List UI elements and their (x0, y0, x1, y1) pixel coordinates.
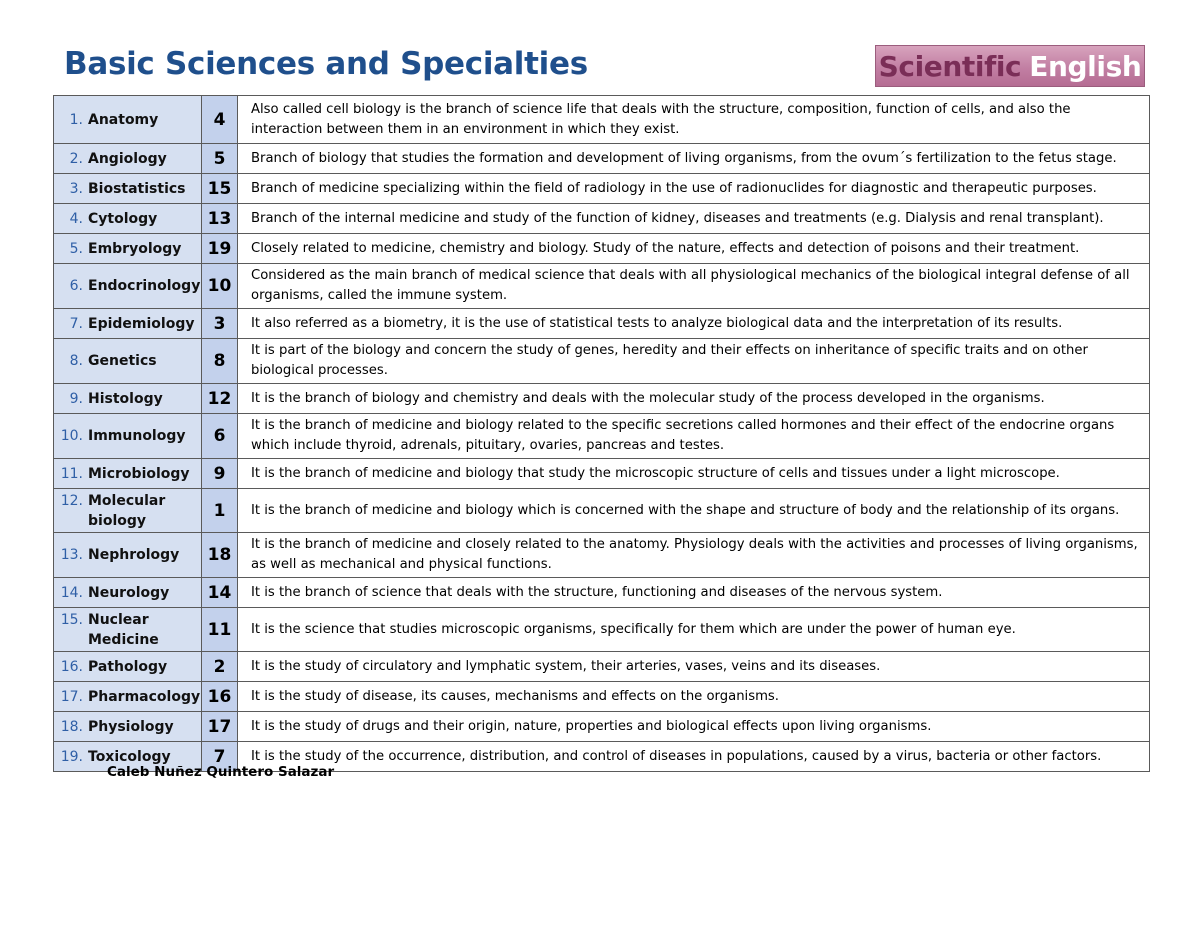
specialty-cell (54, 204, 202, 234)
specialty-name: Cytology (88, 210, 158, 227)
specialty-cell (54, 712, 202, 742)
match-number-cell: 2 (202, 652, 238, 682)
page-title: Basic Sciences and Specialties (64, 46, 588, 82)
table-row (54, 234, 1150, 264)
table-row (54, 339, 1150, 384)
specialty-name: Nephrology (88, 547, 180, 563)
table-row (54, 459, 1150, 489)
row-number: 18. (60, 718, 83, 735)
definition-cell: It is the science that studies microscopic organisms, specifically for them which are under the power of human eye. (238, 608, 1150, 652)
match-number-cell: 9 (202, 459, 238, 489)
row-number: 1. (69, 111, 83, 128)
match-number-cell: 14 (202, 578, 238, 608)
match-number-cell: 10 (202, 264, 238, 309)
definition-cell: Branch of biology that studies the formation and development of living organisms, from the ovum´s fertilization to the fetus stage. (238, 144, 1150, 174)
match-number-cell: 18 (202, 533, 238, 578)
specialty-cell (54, 459, 202, 489)
table-row (54, 174, 1150, 204)
definition-cell: It is the branch of medicine and closely related to the anatomy. Physiology deals with the activities and processes of living organisms, as well as mechanical and physical functions. (238, 533, 1150, 578)
specialty-name: Genetics (88, 353, 157, 369)
match-number-cell: 8 (202, 339, 238, 384)
row-number: 6. (69, 278, 83, 294)
row-number: 3. (69, 180, 83, 197)
definition-cell: Also called cell biology is the branch of science life that deals with the structure, composition, function of cells, and also the interaction between them in an environment in which they exist. (238, 96, 1150, 144)
row-number: 2. (69, 150, 83, 167)
specialty-name: Neurology (88, 584, 170, 601)
table-row (54, 414, 1150, 459)
definition-cell: Considered as the main branch of medical science that deals with all physiological mechanics of the biological integral defense of all organisms, called the immune system. (238, 264, 1150, 309)
table-row (54, 682, 1150, 712)
row-number: 12. (60, 492, 83, 509)
specialty-cell (54, 234, 202, 264)
definition-cell: It is the study of circulatory and lymphatic system, their arteries, vases, veins and its diseases. (238, 652, 1150, 682)
specialty-name: Molecular biology (88, 492, 166, 529)
row-number: 4. (69, 210, 83, 227)
match-number-cell: 19 (202, 234, 238, 264)
specialties-table (53, 95, 1150, 772)
table-row (54, 309, 1150, 339)
specialty-name: Nuclear Medicine (88, 611, 159, 648)
specialty-cell (54, 608, 202, 652)
specialty-name: Endocrinology (88, 278, 201, 294)
match-number-cell: 7 (202, 742, 238, 772)
definition-cell: It is the branch of medicine and biology which is concerned with the shape and structure of body and the relationship of its organs. (238, 489, 1150, 533)
row-number: 13. (60, 547, 83, 563)
table-row (54, 712, 1150, 742)
specialty-cell (54, 309, 202, 339)
table-row (54, 204, 1150, 234)
specialty-name: Epidemiology (88, 315, 195, 332)
match-number-cell: 15 (202, 174, 238, 204)
logo-word-2: English (1029, 49, 1142, 83)
row-number: 9. (69, 390, 83, 407)
row-number: 5. (69, 240, 83, 257)
definition-cell: It is part of the biology and concern the study of genes, heredity and their effects on inheritance of specific traits and on other biological processes. (238, 339, 1150, 384)
specialty-cell (54, 682, 202, 712)
specialty-name: Microbiology (88, 465, 190, 482)
specialty-name: Pharmacology (88, 688, 201, 705)
match-number-cell: 6 (202, 414, 238, 459)
match-number-cell: 11 (202, 608, 238, 652)
specialty-cell (54, 533, 202, 578)
table-body (54, 96, 1150, 772)
specialty-cell (54, 489, 202, 533)
definition-cell: It is the study of drugs and their origin, nature, properties and biological effects upon living organisms. (238, 712, 1150, 742)
match-number-cell: 16 (202, 682, 238, 712)
row-number: 16. (60, 658, 83, 675)
table-row (54, 264, 1150, 309)
row-number: 17. (60, 688, 83, 705)
specialty-cell (54, 96, 202, 144)
match-number-cell: 1 (202, 489, 238, 533)
table-row (54, 144, 1150, 174)
table-row (54, 533, 1150, 578)
match-number-cell: 12 (202, 384, 238, 414)
definition-cell: It is the branch of biology and chemistry and deals with the molecular study of the process developed in the organisms. (238, 384, 1150, 414)
match-number-cell: 4 (202, 96, 238, 144)
specialty-cell (54, 578, 202, 608)
table-row (54, 384, 1150, 414)
match-number-cell: 17 (202, 712, 238, 742)
row-number: 14. (60, 584, 83, 601)
definition-cell: Closely related to medicine, chemistry and biology. Study of the nature, effects and detection of poisons and their treatment. (238, 234, 1150, 264)
specialty-name: Embryology (88, 240, 182, 257)
match-number-cell: 5 (202, 144, 238, 174)
definition-cell: It is the study of disease, its causes, mechanisms and effects on the organisms. (238, 682, 1150, 712)
table-row (54, 578, 1150, 608)
row-number: 11. (60, 465, 83, 482)
match-number-cell: 13 (202, 204, 238, 234)
author-name: Caleb Nuñez Quintero Salazar (107, 764, 335, 780)
specialty-name: Immunology (88, 428, 186, 444)
specialty-cell (54, 144, 202, 174)
specialty-cell (54, 652, 202, 682)
specialty-name: Angiology (88, 150, 167, 167)
definition-cell: It is the branch of medicine and biology related to the specific secretions called hormones and their effect of the endocrine organs which include thyroid, adrenals, pituitary, ovaries, pancreas and testes. (238, 414, 1150, 459)
specialty-name: Pathology (88, 658, 168, 675)
specialty-name: Biostatistics (88, 180, 186, 197)
specialty-cell (54, 384, 202, 414)
definition-cell: Branch of the internal medicine and study of the function of kidney, diseases and treatments (e.g. Dialysis and renal transplant). (238, 204, 1150, 234)
scientific-english-logo (875, 45, 1145, 87)
specialty-cell (54, 174, 202, 204)
row-number: 10. (60, 428, 83, 444)
table-row (54, 652, 1150, 682)
specialty-name: Histology (88, 390, 163, 407)
table-row (54, 608, 1150, 652)
definition-cell: It is the study of the occurrence, distribution, and control of diseases in populations, caused by a virus, bacteria or other factors. (238, 742, 1150, 772)
specialty-cell (54, 264, 202, 309)
specialty-name: Anatomy (88, 111, 159, 128)
row-number: 19. (60, 748, 83, 765)
row-number: 15. (60, 611, 83, 628)
logo-word-1: Scientific (878, 49, 1022, 83)
row-number: 7. (69, 315, 83, 332)
definition-cell: It is the branch of medicine and biology that study the microscopic structure of cells and tissues under a light microscope. (238, 459, 1150, 489)
specialty-name: Toxicology (88, 748, 171, 765)
table-row (54, 96, 1150, 144)
table-row (54, 489, 1150, 533)
definition-cell: Branch of medicine specializing within the field of radiology in the use of radionuclides for diagnostic and therapeutic purposes. (238, 174, 1150, 204)
specialty-name: Physiology (88, 718, 174, 735)
definition-cell: It is the branch of science that deals with the structure, functioning and diseases of the nervous system. (238, 578, 1150, 608)
match-number-cell: 3 (202, 309, 238, 339)
definition-cell: It also referred as a biometry, it is the use of statistical tests to analyze biological data and the interpretation of its results. (238, 309, 1150, 339)
specialty-cell (54, 339, 202, 384)
specialty-cell (54, 414, 202, 459)
row-number: 8. (69, 353, 83, 369)
